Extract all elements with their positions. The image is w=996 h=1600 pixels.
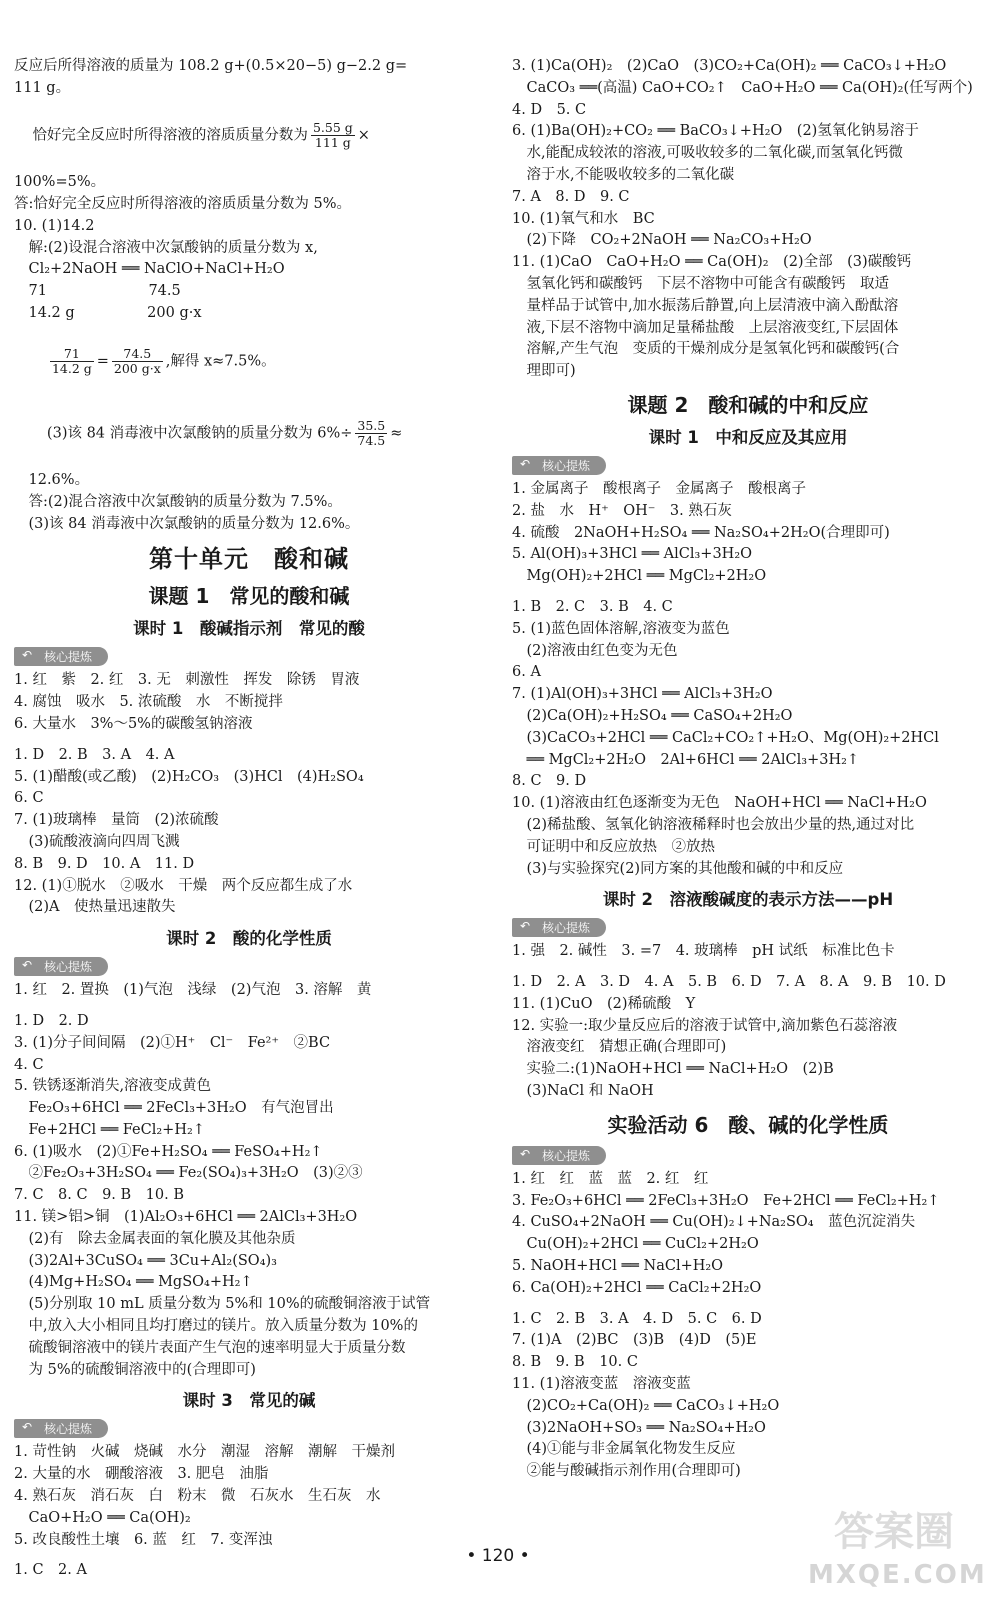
answer-line: 1. D 2. D — [14, 1012, 89, 1029]
numerator: 5.55 g — [312, 120, 353, 136]
answer-line: 1. B 2. C 3. B 4. C — [512, 598, 673, 615]
answer-line: 8. C 9. D — [512, 773, 587, 790]
left-top-block — [14, 56, 484, 100]
answer-line: (2)稀盐酸、氢氧化钠溶液稀释时也会放出少量的热,通过对比 — [512, 816, 915, 833]
answer-line: 100%=5%。 — [14, 174, 106, 191]
answer-line: 111 g。 — [14, 79, 71, 96]
denominator: 200 g·x — [113, 360, 161, 376]
left-after-frac-block — [14, 172, 484, 325]
answer-block — [512, 597, 984, 880]
answer-line: 溶液变红 猜想正确(合理即可) — [512, 1039, 727, 1056]
answer-line: ②Fe₂O₃+3H₂SO₄ ══ Fe₂(SO₄)₃+3H₂O (3)②③ — [14, 1165, 363, 1182]
text: ≈ — [390, 425, 403, 442]
answer-line: 理即可) — [512, 363, 576, 380]
answer-block — [14, 980, 484, 1002]
core-badge — [14, 957, 108, 976]
answer-line: 12. (1)①脱水 ②吸水 干燥 两个反应都生成了水 — [14, 877, 353, 894]
answer-block — [512, 941, 984, 963]
text: × — [357, 127, 370, 144]
answer-block — [14, 1442, 484, 1551]
answer-line: 溶解,产生气泡 变质的干燥剂成分是氢氧化钙和碳酸钙(合 — [512, 341, 900, 358]
answer-line: (3)CaCO₃+2HCl ══ CaCl₂+CO₂↑+H₂O、Mg(OH)₂+2HCl — [512, 729, 939, 746]
answer-line: 8. B 9. D 10. A 11. D — [14, 855, 195, 872]
watermark-chars: 答案圈 — [834, 1509, 954, 1555]
unit-title: 第十单元 酸和碱 — [149, 545, 349, 574]
answer-line: 答:恰好完全反应时所得溶液的溶质质量分数为 5%。 — [14, 195, 351, 212]
answer-line: 12.6%。 — [14, 471, 90, 488]
fraction — [311, 121, 355, 150]
answer-line: Fe₂O₃+6HCl ══ 2FeCl₃+3H₂O 有气泡冒出 — [14, 1100, 334, 1117]
answer-line: 1. 强 2. 碱性 3. =7 4. 玻璃棒 pH 试纸 标准比色卡 — [512, 943, 895, 960]
answer-line: CaCO₃ ══(高温) CaO+CO₂↑ CaO+H₂O ══ Ca(OH)₂(任写两个) — [512, 79, 973, 96]
answer-line: 6. Ca(OH)₂+2HCl ══ CaCl₂+2H₂O — [512, 1279, 762, 1296]
answer-line: 3. Fe₂O₃+6HCl ══ 2FeCl₃+3H₂O Fe+2HCl ══ FeCl₂+H₂↑ — [512, 1192, 940, 1209]
fraction — [112, 347, 163, 376]
badge-label: 核心提炼 — [542, 921, 591, 936]
topic-title: 实验活动 6 酸、碱的化学性质 — [607, 1112, 889, 1137]
answer-line: 8. B 9. B 10. C — [512, 1354, 638, 1371]
answer-line: 1. 红 2. 置换 (1)气泡 浅绿 (2)气泡 3. 溶解 黄 — [14, 982, 372, 999]
answer-line: Cl₂+2NaOH ══ NaClO+NaCl+H₂O — [14, 261, 285, 278]
answer-line: (2)有 除去金属表面的氧化膜及其他杂质 — [14, 1230, 296, 1247]
answer-line: (3)2NaOH+SO₃ ══ Na₂SO₄+H₂O — [512, 1419, 766, 1436]
denominator: 14.2 g — [51, 360, 92, 376]
answer-line: 1. D 2. A 3. D 4. A 5. B 6. D 7. A 8. A 9. B 10. D — [512, 974, 946, 991]
topic-title: 课题 1 常见的酸和碱 — [148, 584, 350, 609]
page-number: • 120 • — [466, 1546, 530, 1566]
answer-line: 5. NaOH+HCl ══ NaCl+H₂O — [512, 1258, 724, 1275]
answer-line: 6. (1)吸水 (2)①Fe+H₂SO₄ ══ FeSO₄+H₂↑ — [14, 1143, 323, 1160]
answer-line: 6. (1)Ba(OH)₂+CO₂ ══ BaCO₃↓+H₂O (2)氢氧化钠易溶于 — [512, 123, 919, 140]
lesson-title: 课时 3 常见的碱 — [182, 1391, 316, 1411]
answer-line: (2)溶液由红色变为无色 — [512, 642, 678, 659]
answer-line: 1. 苛性钠 火碱 烧碱 水分 潮湿 溶解 潮解 干燥剂 — [14, 1444, 395, 1461]
answer-line: 11. (1)溶液变蓝 溶液变蓝 — [512, 1376, 691, 1393]
answer-line: 氢氧化钙和碳酸钙 下层不溶物中可能含有碳酸钙 取适 — [512, 275, 889, 292]
answer-line: 5. (1)醋酸(或乙酸) (2)H₂CO₃ (3)HCl (4)H₂SO₄ — [14, 768, 364, 785]
answer-line: 4. 腐蚀 吸水 5. 浓硫酸 水 不断搅拌 — [14, 694, 283, 711]
answer-line: (2)A 使热量迅速散失 — [14, 899, 176, 916]
answer-line: 10. (1)氧气和水 BC — [512, 210, 655, 227]
answer-line: 1. C 2. B 3. A 4. D 5. C 6. D — [512, 1310, 762, 1327]
answer-line: ══ MgCl₂+2H₂O 2Al+6HCl ══ 2AlCl₃+3H₂↑ — [512, 751, 860, 768]
answer-block — [512, 1309, 984, 1483]
answer-block — [512, 1169, 984, 1300]
numerator: 35.5 — [357, 418, 386, 434]
answer-line: (2)Ca(OH)₂+H₂SO₄ ══ CaSO₄+2H₂O — [512, 707, 793, 724]
answer-line: 4. 硫酸 2NaOH+H₂SO₄ ══ Na₂SO₄+2H₂O(合理即可) — [512, 524, 890, 541]
answer-line: (4)Mg+H₂SO₄ ══ MgSO₄+H₂↑ — [14, 1274, 253, 1291]
core-badge — [14, 1419, 108, 1438]
answer-line: 5. 改良酸性土壤 6. 蓝 红 7. 变浑浊 — [14, 1531, 273, 1548]
answer-line: 11. (1)CaO CaO+H₂O ══ Ca(OH)₂ (2)全部 (3)碳酸钙 — [512, 254, 912, 271]
watermark-logo — [808, 1500, 987, 1592]
answer-line: 11. 镁>铝>铜 (1)Al₂O₃+6HCl ══ 2AlCl₃+3H₂O — [14, 1209, 358, 1226]
answer-line: Cu(OH)₂+2HCl ══ CuCl₂+2H₂O — [512, 1236, 759, 1253]
answer-line: 5. (1)蓝色固体溶解,溶液变为蓝色 — [512, 620, 730, 637]
answer-line: 6. C — [14, 790, 44, 807]
lesson-title: 课时 1 中和反应及其应用 — [648, 427, 848, 447]
fraction — [355, 419, 387, 448]
fraction — [50, 347, 94, 376]
answer-line: 实验二:(1)NaOH+HCl ══ NaCl+H₂O (2)B — [512, 1061, 834, 1078]
badge-label: 核心提炼 — [542, 1148, 591, 1163]
answer-line: (4)①能与非金属氧化物发生反应 — [512, 1441, 736, 1458]
answer-line: 2. 盐 水 H⁺ OH⁻ 3. 熟石灰 — [512, 502, 732, 519]
answer-line: (3)与实验探究(2)同方案的其他酸和碱的中和反应 — [512, 860, 844, 877]
answer-line: 11. (1)CuO (2)稀硫酸 Y — [512, 995, 696, 1012]
answer-line: 6. 大量水 3%～5%的碳酸氢钠溶液 — [14, 715, 253, 732]
answer-line: 6. A — [512, 664, 541, 681]
answer-line: 反应后所得溶液的质量为 108.2 g+(0.5×20−5) g−2.2 g= — [14, 58, 408, 74]
answer-line: 溶于水,不能吸收较多的二氧化碳 — [512, 166, 735, 183]
answer-line: (3)该 84 消毒液中次氯酸钠的质量分数为 12.6%。 — [14, 515, 360, 532]
answer-line: 7. (1)玻璃棒 量筒 (2)浓硫酸 — [14, 812, 219, 829]
answer-line: 可证明中和反应放热 ②放热 — [512, 838, 715, 855]
answer-line: (3)2Al+3CuSO₄ ══ 3Cu+Al₂(SO₄)₃ — [14, 1252, 277, 1269]
fraction-line-555 — [14, 100, 484, 173]
answer-line: (2)CO₂+Ca(OH)₂ ══ CaCO₃↓+H₂O — [512, 1397, 780, 1414]
core-badge — [512, 918, 606, 937]
answer-line: 7. (1)A (2)BC (3)B (4)D (5)E — [512, 1332, 757, 1349]
answer-line: 硫酸铜溶液中的镁片表面产生气泡的速率明显大于质量分数 — [14, 1339, 406, 1356]
numerator: 74.5 — [112, 347, 163, 362]
answer-line: 4. C — [14, 1056, 44, 1073]
answer-line: CaO+H₂O ══ Ca(OH)₂ — [14, 1509, 191, 1526]
answer-line: 1. C 2. A — [14, 1562, 87, 1579]
answer-block — [14, 1011, 484, 1382]
answer-line: 解:(2)设混合溶液中次氯酸钠的质量分数为 x, — [14, 239, 318, 256]
lesson-title: 课时 2 溶液酸碱度的表示方法——pH — [602, 890, 894, 910]
fraction-equation-line: $\frac{71}{14.2 g}$ = $\frac{74.5}{200 g\cdot x}$ ,解得 x≈7.5%。 — [51, 345, 276, 376]
core-badge — [512, 1146, 606, 1165]
core-badge — [512, 456, 606, 475]
badge-label: 核心提炼 — [44, 650, 93, 665]
arrow-icon: ↶ — [520, 1146, 531, 1161]
badge-label: 核心提炼 — [44, 1422, 93, 1437]
answer-line: 量样品于试管中,加水振荡后静置,向上层清液中滴入酚酞溶 — [512, 297, 899, 314]
answer-line: 4. D 5. C — [512, 101, 587, 118]
answer-line: 7. C 8. C 9. B 10. B — [14, 1187, 184, 1204]
answer-block — [14, 670, 484, 735]
lesson-title: 课时 2 酸的化学性质 — [166, 929, 332, 949]
topic-title: 课题 2 酸和碱的中和反应 — [627, 392, 869, 417]
answer-line: 5. Al(OH)₃+3HCl ══ AlCl₃+3H₂O — [512, 546, 753, 563]
answer-line: ②能与酸碱指示剂作用(合理即可) — [512, 1463, 741, 1480]
answer-line: (3)硫酸液滴向四周飞溅 — [14, 833, 180, 850]
answer-line: 3. (1)Ca(OH)₂ (2)CaO (3)CO₂+Ca(OH)₂ ══ CaCO₃↓+H₂O — [512, 58, 947, 74]
answer-line: 中,放入大小相同且均打磨过的镁片。放入质量分数为 10%的 — [14, 1318, 418, 1335]
right-top-block — [512, 56, 984, 383]
answer-line: 为 5%的硫酸铜溶液中的(合理即可) — [14, 1361, 256, 1378]
answer-line: Mg(OH)₂+2HCl ══ MgCl₂+2H₂O — [512, 568, 767, 585]
answer-line: 水,能配成较浓的溶液,可吸收较多的二氧化碳,而氢氧化钙微 — [512, 145, 903, 162]
answer-line: 2. 大量的水 硼酸溶液 3. 肥皂 油脂 — [14, 1466, 269, 1483]
text: 恰好完全反应时所得溶液的溶质质量分数为 — [32, 127, 308, 144]
answer-block — [14, 745, 484, 919]
answer-line: (3)NaCl 和 NaOH — [512, 1083, 654, 1100]
answer-line: 71 74.5 — [14, 283, 181, 300]
arrow-icon: ↶ — [520, 919, 531, 934]
denominator: 74.5 — [357, 433, 386, 449]
text: (3)该 84 消毒液中次氯酸钠的质量分数为 6%÷ — [32, 425, 353, 442]
answer-line: 4. 熟石灰 消石灰 白 粉末 微 石灰水 生石灰 水 — [14, 1488, 381, 1505]
answer-block — [512, 972, 984, 1103]
arrow-icon: ↶ — [520, 456, 531, 471]
answer-line: (2)下降 CO₂+2NaOH ══ Na₂CO₃+H₂O — [512, 232, 812, 249]
answer-line: (5)分别取 10 mL 质量分数为 5%和 10%的硫酸铜溶液于试管 — [14, 1296, 431, 1313]
answer-block — [512, 479, 984, 588]
answer-line: 4. CuSO₄+2NaOH ══ Cu(OH)₂↓+Na₂SO₄ 蓝色沉淀消失 — [512, 1214, 916, 1231]
answer-line: 1. 红 紫 2. 红 3. 无 刺激性 挥发 除锈 胃液 — [14, 672, 360, 689]
right-column — [512, 56, 984, 1483]
answer-line: 1. 金属离子 酸根离子 金属离子 酸根离子 — [512, 480, 806, 497]
arrow-icon: ↶ — [22, 648, 33, 663]
text: ,解得 x≈7.5%。 — [165, 353, 276, 370]
answer-line: 1. 红 红 蓝 蓝 2. 红 红 — [512, 1170, 709, 1187]
numerator: 71 — [50, 347, 94, 362]
answer-line: 12. 实验一:取少量反应后的溶液于试管中,滴加紫色石蕊溶液 — [512, 1017, 898, 1034]
answer-line: 7. (1)Al(OH)₃+3HCl ══ AlCl₃+3H₂O — [512, 686, 773, 703]
fraction-line-84 — [14, 397, 484, 470]
answer-line: 10. (1)14.2 — [14, 217, 95, 234]
answer-line: 1. D 2. B 3. A 4. A — [14, 746, 175, 763]
left-column — [14, 56, 484, 1582]
answer-line: 10. (1)溶液由红色逐渐变为无色 NaOH+HCl ══ NaCl+H₂O — [512, 795, 927, 812]
denominator: 111 g — [314, 135, 351, 151]
left-after-84-block — [14, 470, 484, 535]
answer-line: 14.2 g 200 g·x — [14, 304, 202, 321]
badge-label: 核心提炼 — [542, 458, 591, 473]
arrow-icon: ↶ — [22, 1420, 33, 1435]
watermark-url: MXQE.COM — [808, 1560, 987, 1590]
answer-line: 答:(2)混合溶液中次氯酸钠的质量分数为 7.5%。 — [14, 493, 342, 510]
answer-line: 液,下层不溶物中滴加足量稀盐酸 上层溶液变红,下层固体 — [512, 319, 899, 336]
answer-line: Fe+2HCl ══ FeCl₂+H₂↑ — [14, 1121, 205, 1138]
lesson-title: 课时 1 酸碱指示剂 常见的酸 — [133, 619, 365, 639]
answer-line: 3. (1)分子间间隔 (2)①H⁺ Cl⁻ Fe²⁺ ②BC — [14, 1034, 331, 1051]
answer-line: 7. A 8. D 9. C — [512, 188, 630, 205]
badge-label: 核心提炼 — [44, 960, 93, 975]
arrow-icon: ↶ — [22, 958, 33, 973]
core-badge — [14, 647, 108, 666]
answer-line: 5. 铁锈逐渐消失,溶液变成黄色 — [14, 1078, 212, 1095]
